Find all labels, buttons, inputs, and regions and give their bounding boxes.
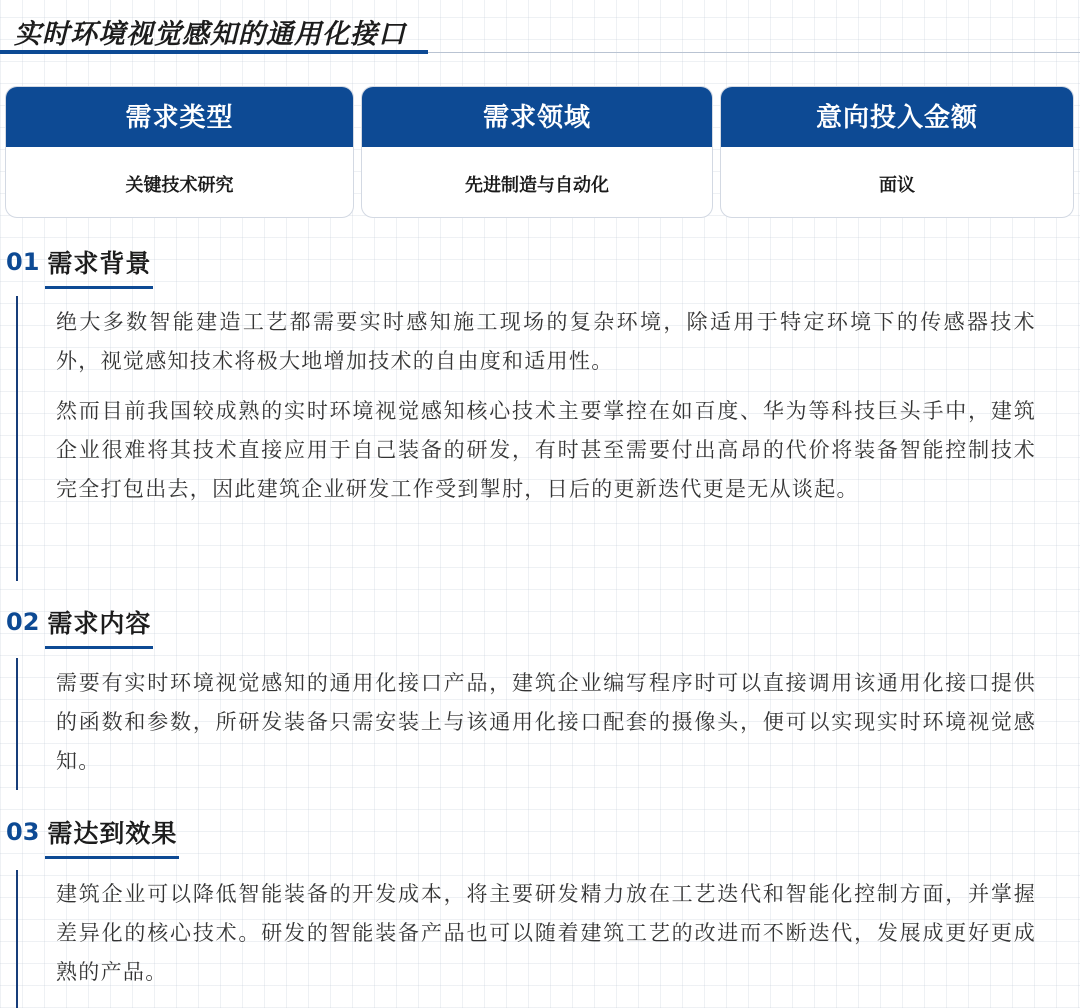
card-header: 需求领域: [362, 87, 712, 147]
title-divider: [428, 52, 1080, 53]
paragraph: 建筑企业可以降低智能装备的开发成本，将主要研发精力放在工艺迭代和智能化控制方面，并掌握差异化的核心技术。研发的智能装备产品也可以随着建筑工艺的改进而不断迭代，发展成更好更成熟的产品。: [56, 882, 1036, 984]
card-value: 面议: [879, 175, 915, 196]
section-title: 需求内容: [45, 604, 153, 649]
section-body-effect: [16, 870, 1036, 1008]
card-value: 先进制造与自动化: [465, 175, 609, 196]
section-number: 01: [6, 248, 40, 276]
section-title: 需求背景: [45, 244, 153, 289]
section-number: 03: [6, 818, 40, 846]
card-investment-amount: [720, 86, 1074, 218]
card-header: 需求类型: [6, 87, 353, 147]
paragraph: 需要有实时环境视觉感知的通用化接口产品，建筑企业编写程序时可以直接调用该通用化接口提供的函数和参数，所研发装备只需安装上与该通用化接口配套的摄像头，便可以实现实时环境视觉感知。: [56, 671, 1036, 773]
section-number: 02: [6, 608, 40, 636]
title-accent-bar: [0, 50, 428, 54]
section-heading-effect: [6, 814, 179, 856]
paragraph: 然而目前我国较成熟的实时环境视觉感知核心技术主要掌控在如百度、华为等科技巨头手中，建筑企业很难将其技术直接应用于自己装备的研发，有时甚至需要付出高昂的代价将装备智能控制技术完全打包出去，因此建筑企业研发工作受到掣肘，日后的更新迭代更是无从谈起。: [56, 399, 1036, 501]
card-value: 关键技术研究: [125, 175, 234, 196]
section-heading-background: [6, 244, 153, 286]
section-title: 需达到效果: [45, 814, 179, 859]
section-body-content: [16, 658, 1036, 790]
title-bar: [0, 0, 1080, 58]
section-body-background: [16, 296, 1036, 581]
paragraph: 绝大多数智能建造工艺都需要实时感知施工现场的复杂环境，除适用于特定环境下的传感器技术外，视觉感知技术将极大地增加技术的自由度和适用性。: [56, 310, 1036, 373]
page-title: 实时环境视觉感知的通用化接口: [14, 19, 406, 50]
card-demand-field: [361, 86, 713, 218]
card-demand-type: [5, 86, 354, 218]
card-header: 意向投入金额: [721, 87, 1073, 147]
section-heading-content: [6, 604, 153, 646]
